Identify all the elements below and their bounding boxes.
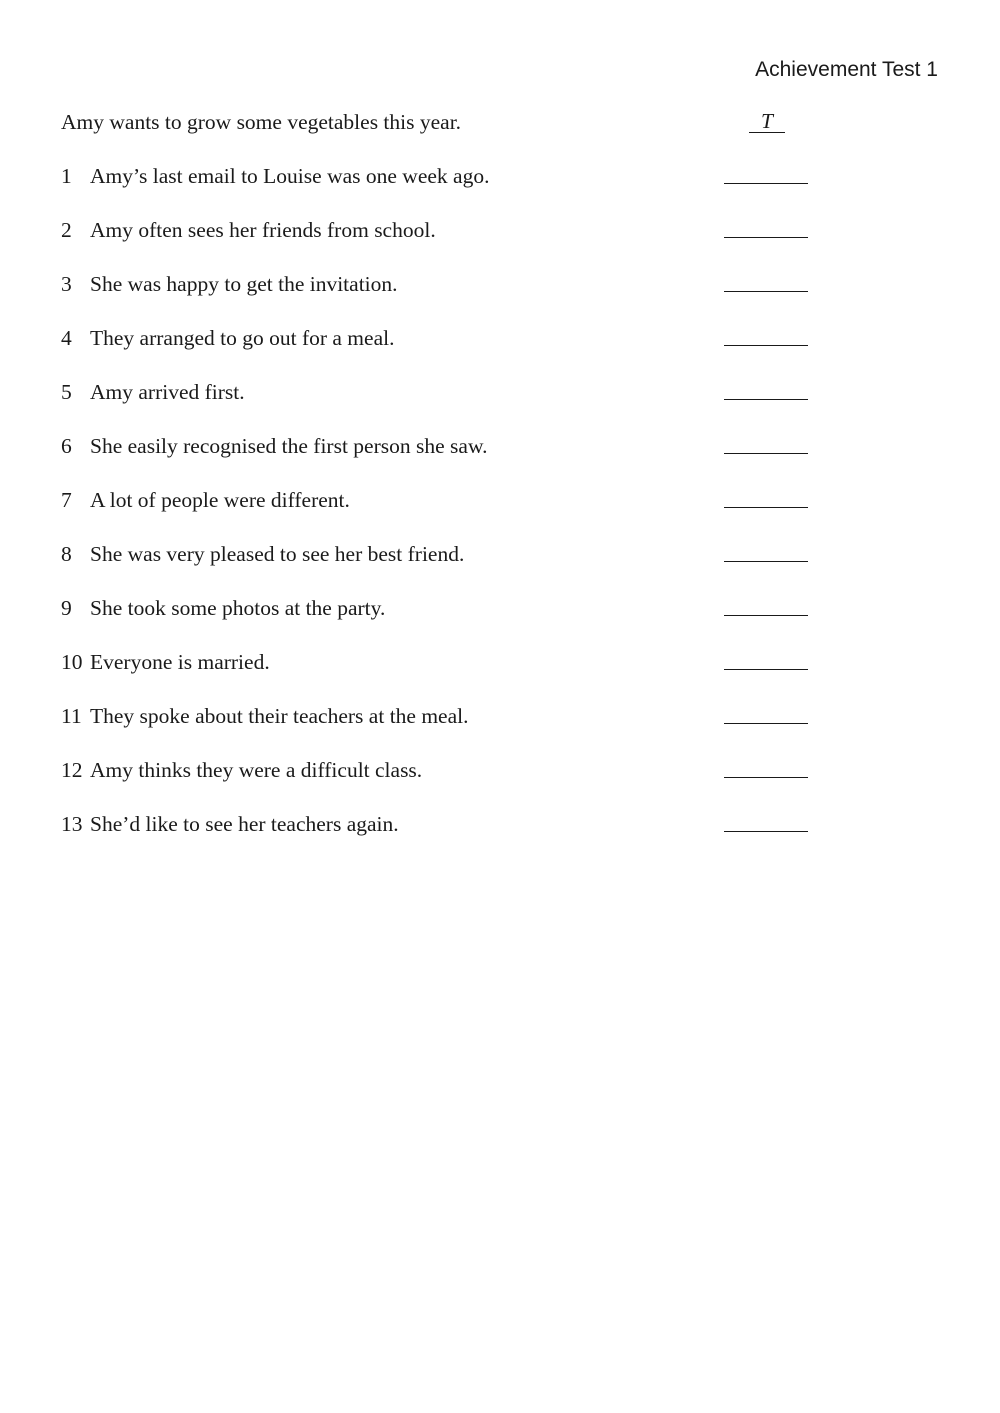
question-statement: They spoke about their teachers at the meal. bbox=[90, 704, 469, 728]
question-row bbox=[61, 650, 821, 680]
answer-blank[interactable] bbox=[724, 345, 808, 346]
question-statement: Amy arrived first. bbox=[90, 380, 245, 404]
answer-blank[interactable] bbox=[724, 291, 808, 292]
example-row bbox=[61, 110, 821, 140]
question-number: 10 bbox=[61, 650, 83, 674]
question-row bbox=[61, 434, 821, 464]
question-row bbox=[61, 164, 821, 194]
question-row bbox=[61, 488, 821, 518]
answer-blank[interactable] bbox=[724, 831, 808, 832]
answer-blank[interactable] bbox=[724, 183, 808, 184]
question-statement: A lot of people were different. bbox=[90, 488, 350, 512]
question-statement: Everyone is married. bbox=[90, 650, 270, 674]
question-statement: They arranged to go out for a meal. bbox=[90, 326, 395, 350]
question-number: 5 bbox=[61, 380, 72, 404]
question-number: 1 bbox=[61, 164, 72, 188]
question-number: 3 bbox=[61, 272, 72, 296]
answer-blank[interactable] bbox=[724, 561, 808, 562]
question-number: 13 bbox=[61, 812, 83, 836]
question-row bbox=[61, 272, 821, 302]
question-row bbox=[61, 218, 821, 248]
question-number: 6 bbox=[61, 434, 72, 458]
question-statement: She easily recognised the first person she saw. bbox=[90, 434, 488, 458]
question-number: 2 bbox=[61, 218, 72, 242]
question-statement: She was very pleased to see her best friend. bbox=[90, 542, 465, 566]
question-statement: Amy often sees her friends from school. bbox=[90, 218, 436, 242]
question-number: 9 bbox=[61, 596, 72, 620]
answer-blank[interactable] bbox=[724, 399, 808, 400]
example-statement: Amy wants to grow some vegetables this year. bbox=[61, 110, 462, 134]
question-number: 12 bbox=[61, 758, 83, 782]
answer-blank[interactable] bbox=[724, 669, 808, 670]
question-row bbox=[61, 758, 821, 788]
question-number: 8 bbox=[61, 542, 72, 566]
answer-blank[interactable] bbox=[724, 453, 808, 454]
answer-blank[interactable] bbox=[724, 615, 808, 616]
answer-blank[interactable] bbox=[724, 777, 808, 778]
question-number: 4 bbox=[61, 326, 72, 350]
question-number: 7 bbox=[61, 488, 72, 512]
question-row bbox=[61, 326, 821, 356]
question-row bbox=[61, 704, 821, 734]
question-row bbox=[61, 380, 821, 410]
answer-blank[interactable] bbox=[724, 507, 808, 508]
question-statement: Amy’s last email to Louise was one week ago. bbox=[90, 164, 490, 188]
answer-blank[interactable] bbox=[724, 237, 808, 238]
answer-blank[interactable] bbox=[724, 723, 808, 724]
question-row bbox=[61, 812, 821, 842]
question-statement: She took some photos at the party. bbox=[90, 596, 386, 620]
test-title: Achievement Test 1 bbox=[755, 58, 938, 81]
question-statement: She’d like to see her teachers again. bbox=[90, 812, 399, 836]
example-answer: T bbox=[749, 110, 785, 133]
question-statement: Amy thinks they were a difficult class. bbox=[90, 758, 423, 782]
question-number: 11 bbox=[61, 704, 82, 728]
question-statement: She was happy to get the invitation. bbox=[90, 272, 398, 296]
question-row bbox=[61, 542, 821, 572]
question-row bbox=[61, 596, 821, 626]
